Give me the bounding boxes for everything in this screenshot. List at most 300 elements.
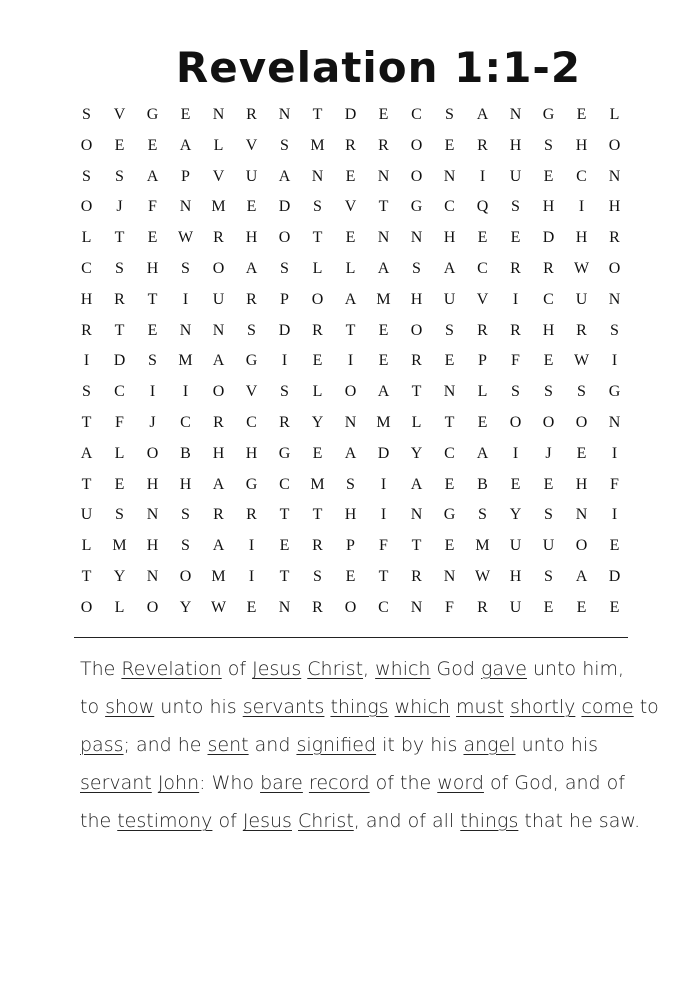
grid-letter: I [380, 475, 387, 493]
grid-letter: O [410, 321, 423, 339]
grid-letter: S [445, 321, 454, 339]
passage-text: ; and he [123, 734, 208, 756]
grid-letter: A [410, 475, 423, 493]
grid-letter: S [82, 106, 91, 123]
grid-letter: U [509, 167, 522, 185]
grid-letter: C [444, 198, 455, 216]
grid-letter: Y [509, 506, 522, 524]
grid-letter: R [213, 229, 224, 247]
grid-letter: H [146, 475, 159, 493]
hidden-word: Revelation [121, 658, 222, 680]
grid-letter: L [114, 598, 125, 616]
grid-letter: A [212, 475, 225, 493]
grid-letter: E [378, 352, 389, 370]
grid-letter: T [312, 229, 323, 247]
grid-letter: M [376, 290, 391, 308]
grid-letter: T [147, 290, 158, 308]
grid-letter: H [542, 198, 555, 216]
grid-letter: U [245, 167, 258, 185]
grid-letter: O [575, 537, 588, 555]
grid-letter: S [280, 259, 289, 277]
grid-letter: T [444, 413, 455, 431]
grid-letter: E [444, 136, 455, 154]
grid-letter: O [410, 136, 423, 154]
passage-text: unto him, [526, 658, 625, 680]
grid-letter: E [345, 567, 356, 585]
grid-letter: C [411, 106, 422, 123]
passage-text: of [212, 810, 243, 832]
grid-letter: A [278, 167, 291, 185]
hidden-word: record [308, 772, 370, 794]
grid-letter: V [245, 383, 258, 401]
grid-letter: I [347, 352, 354, 370]
grid-letter: E [114, 475, 125, 493]
grid-letter: U [509, 598, 522, 616]
grid-letter: N [377, 229, 390, 247]
passage-text: of God, and of [483, 772, 625, 794]
grid-letter: N [575, 506, 588, 524]
grid-letter: R [411, 567, 422, 585]
grid-letter: I [512, 290, 519, 308]
grid-letter: E [378, 106, 389, 123]
grid-letter: A [377, 259, 390, 277]
grid-letter: R [477, 321, 488, 339]
grid-letter: O [344, 383, 357, 401]
grid-letter: A [476, 106, 489, 123]
hidden-word: which [375, 658, 431, 680]
grid-letter: O [80, 198, 93, 216]
grid-letter: C [378, 598, 389, 616]
grid-letter: N [146, 506, 159, 524]
grid-letter: H [608, 198, 621, 216]
hidden-word: things [330, 696, 389, 718]
passage-text: : Who [199, 772, 261, 794]
grid-letter: D [542, 229, 555, 247]
grid-letter: F [445, 598, 454, 616]
grid-letter: O [542, 413, 555, 431]
grid-letter: N [278, 106, 291, 123]
grid-letter: C [444, 444, 455, 462]
grid-letter: R [477, 136, 488, 154]
passage-text: The [80, 658, 122, 680]
grid-letter: J [116, 198, 123, 216]
grid-letter: R [609, 229, 620, 247]
grid-letter: F [148, 198, 157, 216]
scripture-passage [80, 650, 660, 840]
hidden-word: things [460, 810, 519, 832]
grid-letter: C [543, 290, 554, 308]
grid-letter: M [310, 136, 325, 154]
grid-letter: R [510, 321, 521, 339]
grid-letter: P [346, 537, 355, 555]
grid-letter: V [245, 136, 258, 154]
grid-letter: M [211, 567, 226, 585]
grid-letter: U [212, 290, 225, 308]
grid-letter: S [577, 383, 586, 401]
grid-letter: C [246, 413, 257, 431]
grid-letter: R [312, 537, 323, 555]
grid-letter: P [181, 167, 190, 185]
grid-letter: S [544, 567, 553, 585]
grid-letter: E [609, 598, 620, 616]
grid-letter: A [146, 167, 159, 185]
grid-letter: S [544, 506, 553, 524]
grid-letter: O [212, 259, 225, 277]
grid-letter: G [608, 383, 621, 401]
grid-letter: E [543, 352, 554, 370]
grid-letter: H [410, 290, 423, 308]
grid-letter: R [477, 598, 488, 616]
divider [74, 637, 628, 638]
grid-letter: G [443, 506, 456, 524]
grid-letter: I [182, 290, 189, 308]
page-title: Revelation 1:1-2 [175, 43, 582, 92]
grid-letter: P [280, 290, 289, 308]
grid-letter: R [312, 598, 323, 616]
grid-letter: T [81, 413, 92, 431]
grid-letter: N [212, 106, 225, 123]
grid-letter: Q [476, 198, 489, 216]
grid-letter: A [80, 444, 93, 462]
grid-letter: R [246, 506, 257, 524]
grid-letter: N [443, 383, 456, 401]
grid-letter: S [478, 506, 487, 524]
hidden-word: angel [463, 734, 516, 756]
grid-letter: I [182, 383, 189, 401]
grid-letter: O [179, 567, 192, 585]
grid-letter: H [80, 290, 93, 308]
grid-letter: L [609, 106, 620, 123]
hidden-word: word [437, 772, 484, 794]
grid-letter: H [575, 136, 588, 154]
grid-letter: L [81, 537, 92, 555]
grid-letter: A [212, 537, 225, 555]
grid-letter: H [344, 506, 357, 524]
grid-letter: T [279, 567, 290, 585]
grid-letter: H [509, 567, 522, 585]
grid-letter: A [245, 259, 258, 277]
grid-letter: T [81, 475, 92, 493]
grid-letter: R [510, 259, 521, 277]
grid-letter: L [312, 259, 323, 277]
grid-letter: H [575, 475, 588, 493]
grid-letter: E [576, 106, 587, 123]
grid-letter: F [379, 537, 388, 555]
grid-letter: S [544, 136, 553, 154]
grid-letter: L [213, 136, 224, 154]
hidden-word: John [157, 772, 200, 794]
grid-letter: N [608, 167, 621, 185]
grid-letter: N [212, 321, 225, 339]
hidden-word: gave [480, 658, 527, 680]
grid-letter: B [477, 475, 488, 493]
grid-letter: R [345, 136, 356, 154]
grid-letter: S [313, 198, 322, 216]
grid-letter: E [576, 444, 587, 462]
grid-letter: S [247, 321, 256, 339]
grid-letter: O [212, 383, 225, 401]
grid-letter: U [575, 290, 588, 308]
grid-letter: A [575, 567, 588, 585]
passage-text: , and of all [353, 810, 461, 832]
grid-letter: U [443, 290, 456, 308]
grid-letter: W [177, 229, 194, 247]
grid-letter: D [344, 106, 357, 123]
hidden-word: show [105, 696, 155, 718]
hidden-word: come [581, 696, 634, 718]
grid-letter: T [411, 537, 422, 555]
grid-letter: S [412, 259, 421, 277]
passage-text: unto his [515, 734, 599, 756]
grid-letter: I [248, 537, 255, 555]
grid-letter: E [180, 106, 191, 123]
grid-letter: G [245, 352, 258, 370]
grid-letter: S [544, 383, 553, 401]
hidden-word: bare [260, 772, 303, 794]
grid-letter: A [179, 136, 192, 154]
grid-letter: G [410, 198, 423, 216]
grid-letter: V [212, 167, 225, 185]
grid-letter: R [246, 290, 257, 308]
grid-letter: A [212, 352, 225, 370]
grid-letter: O [311, 290, 324, 308]
grid-letter: T [114, 321, 125, 339]
grid-letter: I [578, 198, 585, 216]
grid-letter: E [543, 598, 554, 616]
grid-letter: R [312, 321, 323, 339]
grid-letter: N [311, 167, 324, 185]
passage-text: the [80, 810, 118, 832]
hidden-word: must [456, 696, 504, 718]
grid-letter: I [611, 506, 618, 524]
grid-letter: I [479, 167, 486, 185]
hidden-word: servants [242, 696, 325, 718]
grid-letter: V [344, 198, 357, 216]
grid-letter: T [411, 383, 422, 401]
grid-letter: E [312, 352, 323, 370]
hidden-word: pass [80, 734, 124, 756]
grid-letter: M [112, 537, 127, 555]
grid-letter: O [608, 259, 621, 277]
grid-letter: S [82, 383, 91, 401]
grid-letter: W [474, 567, 491, 585]
grid-letter: N [278, 598, 291, 616]
grid-letter: C [477, 259, 488, 277]
grid-letter: Y [179, 598, 192, 616]
grid-letter: S [115, 167, 124, 185]
grid-letter: U [509, 537, 522, 555]
grid-letter: E [279, 537, 290, 555]
grid-letter: W [573, 352, 590, 370]
grid-letter: R [213, 506, 224, 524]
grid-letter: T [345, 321, 356, 339]
grid-letter: E [147, 321, 158, 339]
grid-letter: R [378, 136, 389, 154]
grid-letter: E [510, 229, 521, 247]
passage-text: God [430, 658, 481, 680]
grid-letter: E [510, 475, 521, 493]
grid-letter: E [444, 475, 455, 493]
grid-letter: M [310, 475, 325, 493]
grid-letter: T [378, 198, 389, 216]
grid-letter: E [345, 167, 356, 185]
grid-letter: E [147, 136, 158, 154]
grid-letter: L [345, 259, 356, 277]
grid-letter: I [248, 567, 255, 585]
passage-text: that he saw. [518, 810, 641, 832]
grid-letter: A [443, 259, 456, 277]
grid-letter: R [576, 321, 587, 339]
grid-letter: J [545, 444, 552, 462]
grid-letter: O [344, 598, 357, 616]
grid-letter: O [278, 229, 291, 247]
grid-letter: N [146, 567, 159, 585]
passage-text: it by his [376, 734, 464, 756]
hidden-word: signified [296, 734, 377, 756]
grid-letter: G [146, 106, 159, 123]
passage-text: to [633, 696, 659, 718]
grid-letter: L [477, 383, 488, 401]
grid-letter: M [211, 198, 226, 216]
grid-letter: D [278, 198, 291, 216]
grid-letter: S [346, 475, 355, 493]
grid-letter: N [443, 567, 456, 585]
grid-letter: E [378, 321, 389, 339]
hidden-word: Jesus [242, 810, 292, 832]
hidden-word: testimony [117, 810, 213, 832]
grid-letter: C [114, 383, 125, 401]
grid-letter: Y [311, 413, 324, 431]
grid-letter: C [81, 259, 92, 277]
grid-letter: T [312, 106, 323, 123]
grid-letter: I [281, 352, 288, 370]
grid-letter: U [80, 506, 93, 524]
hidden-word: Jesus [252, 658, 302, 680]
word-search-grid [70, 100, 631, 624]
grid-letter: E [345, 229, 356, 247]
grid-letter: E [444, 352, 455, 370]
grid-letter: L [81, 229, 92, 247]
grid-letter: D [377, 444, 390, 462]
grid-letter: O [509, 413, 522, 431]
grid-letter: N [608, 290, 621, 308]
grid-letter: B [180, 444, 191, 462]
grid-letter: H [509, 136, 522, 154]
hidden-word: which [394, 696, 450, 718]
hidden-word: shortly [510, 696, 576, 718]
grid-letter: O [146, 598, 159, 616]
grid-letter: N [443, 167, 456, 185]
grid-letter: A [476, 444, 489, 462]
grid-letter: I [380, 506, 387, 524]
grid-letter: N [410, 506, 423, 524]
grid-letter: W [210, 598, 227, 616]
grid-letter: E [609, 537, 620, 555]
grid-letter: T [279, 506, 290, 524]
grid-letter: C [576, 167, 587, 185]
grid-letter: O [80, 136, 93, 154]
grid-letter: S [511, 383, 520, 401]
grid-letter: A [344, 444, 357, 462]
grid-letter: H [575, 229, 588, 247]
grid-letter: S [280, 136, 289, 154]
grid-letter: E [246, 598, 257, 616]
grid-letter: E [543, 167, 554, 185]
grid-letter: Y [113, 567, 126, 585]
grid-letter: D [113, 352, 126, 370]
hidden-word: Christ [298, 810, 354, 832]
passage-line [80, 726, 660, 764]
hidden-word: sent [207, 734, 249, 756]
grid-letter: E [312, 444, 323, 462]
grid-letter: A [377, 383, 390, 401]
grid-letter: N [344, 413, 357, 431]
grid-letter: H [179, 475, 192, 493]
grid-letter: N [410, 598, 423, 616]
grid-letter: I [611, 444, 618, 462]
grid-letter: O [410, 167, 423, 185]
passage-text: of the [369, 772, 438, 794]
grid-letter: T [312, 506, 323, 524]
passage-line [80, 650, 660, 688]
grid-letter: H [245, 444, 258, 462]
passage-line [80, 688, 660, 726]
grid-letter: F [115, 413, 124, 431]
grid-letter: I [611, 352, 618, 370]
grid-letter: E [114, 136, 125, 154]
grid-letter: H [146, 537, 159, 555]
passage-text: , [363, 658, 376, 680]
passage-text: to [80, 696, 106, 718]
grid-letter: V [476, 290, 489, 308]
passage-text: and [248, 734, 297, 756]
grid-letter: V [113, 106, 126, 123]
grid-letter: N [179, 321, 192, 339]
grid-letter: S [313, 567, 322, 585]
grid-letter: O [608, 136, 621, 154]
grid-letter: E [576, 598, 587, 616]
grid-letter: N [509, 106, 522, 123]
grid-letter: I [512, 444, 519, 462]
grid-letter: M [376, 413, 391, 431]
grid-letter: N [377, 167, 390, 185]
grid-letter: H [245, 229, 258, 247]
grid-letter: E [147, 229, 158, 247]
grid-letter: S [280, 383, 289, 401]
grid-letter: R [213, 413, 224, 431]
grid-letter: E [543, 475, 554, 493]
grid-letter: R [279, 413, 290, 431]
grid-letter: S [610, 321, 619, 339]
hidden-word: Christ [307, 658, 364, 680]
grid-letter: U [542, 537, 555, 555]
grid-letter: J [149, 413, 156, 431]
grid-letter: E [477, 413, 488, 431]
passage-line [80, 802, 660, 840]
grid-letter: E [444, 537, 455, 555]
grid-letter: C [180, 413, 191, 431]
grid-letter: D [608, 567, 621, 585]
passage-text: of [221, 658, 253, 680]
grid-letter: S [115, 506, 124, 524]
grid-letter: S [511, 198, 520, 216]
grid-letter: M [475, 537, 490, 555]
grid-letter: P [478, 352, 487, 370]
grid-letter: I [149, 383, 156, 401]
grid-letter: E [477, 229, 488, 247]
grid-letter: A [344, 290, 357, 308]
grid-letter: C [279, 475, 290, 493]
